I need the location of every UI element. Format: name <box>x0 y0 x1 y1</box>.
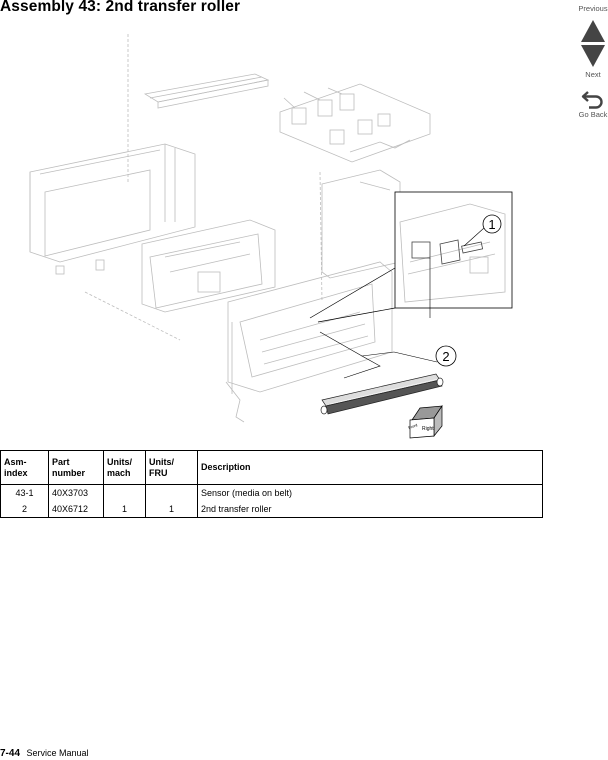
manual-name: Service Manual <box>26 748 89 758</box>
rear-right-panel <box>322 170 400 278</box>
go-back-arrow-icon <box>581 89 605 109</box>
cell-asm-index: 43-1 <box>1 485 49 502</box>
parts-table <box>0 450 543 518</box>
callout-2-leader <box>344 352 394 378</box>
upper-rail <box>145 74 268 108</box>
callout-1: 1 <box>488 217 496 232</box>
exploded-parts-diagram <box>0 22 545 447</box>
header-asm-index: Asm- index <box>1 451 49 485</box>
middle-frame <box>142 220 275 312</box>
orientation-cube <box>408 406 442 438</box>
header-part-number: Part number <box>49 451 104 485</box>
callout-2: 2 <box>442 349 450 364</box>
triangle-down-icon <box>581 45 605 67</box>
table-row <box>1 501 543 518</box>
go-back-button[interactable] <box>572 89 608 109</box>
go-back-label[interactable]: Go Back <box>578 110 608 119</box>
cell-units-fru: 1 <box>146 501 198 518</box>
cell-asm-index: 2 <box>1 501 49 518</box>
cell-part-number: 40X6712 <box>49 501 104 518</box>
page-title: Assembly 43: 2nd transfer roller <box>0 0 241 15</box>
sensor-detail-inset <box>395 192 512 308</box>
header-units-mach: Units/ mach <box>104 451 146 485</box>
page-footer <box>0 748 89 759</box>
orientation-label-right: Right <box>422 426 434 432</box>
cell-description: 2nd transfer roller <box>198 501 543 518</box>
triangle-up-icon <box>581 20 605 42</box>
cell-units-mach <box>104 485 146 502</box>
cell-part-number: 40X3703 <box>49 485 104 502</box>
table-row <box>1 485 543 502</box>
upper-right-subassembly <box>280 84 430 162</box>
next-label[interactable]: Next <box>585 70 601 79</box>
header-units-fru: Units/ FRU <box>146 451 198 485</box>
orientation-label-front: Front <box>407 422 419 431</box>
table-header-row <box>1 451 543 485</box>
page-number: 7-44 <box>0 748 21 759</box>
next-button[interactable] <box>572 45 608 67</box>
previous-label[interactable]: Previous <box>578 4 608 13</box>
cell-units-fru <box>146 485 198 502</box>
previous-button[interactable] <box>572 20 608 42</box>
cell-description: Sensor (media on belt) <box>198 485 543 502</box>
left-frame <box>30 144 195 274</box>
header-description: Description <box>198 451 543 485</box>
cell-units-mach: 1 <box>104 501 146 518</box>
